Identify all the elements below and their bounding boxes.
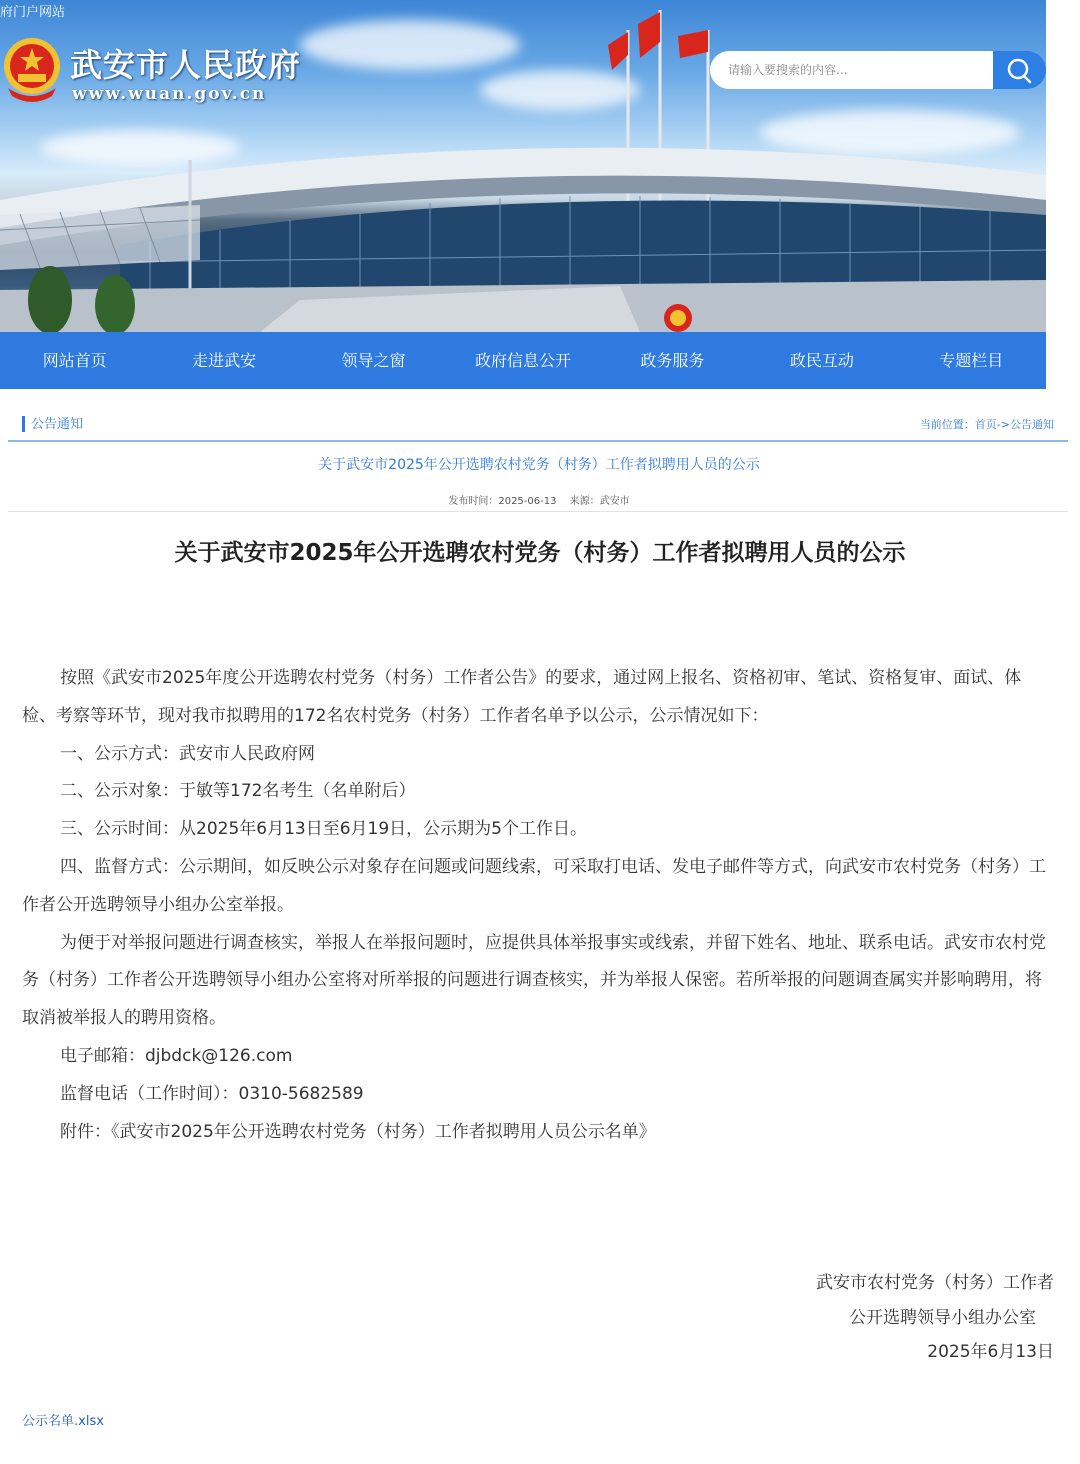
- article-paragraph: 三、公示时间：从2025年6月13日至6月19日，公示期为5个工作日。: [60, 819, 587, 840]
- site-title: 武安市人民政府: [70, 46, 302, 84]
- signature-org-line2: 公开选聘领导小组办公室: [849, 1308, 1036, 1328]
- article-meta: [0, 492, 1078, 507]
- site-url: www.wuan.gov.cn: [72, 84, 267, 104]
- contact-phone: 监督电话（工作时间）：0310-5682589: [60, 1083, 364, 1104]
- signature-org-line1: 武安市农村党务（村务）工作者: [816, 1273, 1054, 1293]
- header-banner: [0, 0, 1046, 332]
- nav-item-interaction[interactable]: 政民互动: [789, 351, 854, 370]
- nav-item-gov-services[interactable]: 政务服务: [640, 351, 705, 370]
- article-body: [22, 660, 1052, 1151]
- article-paragraph: 二、公示对象：于敏等172名考生（名单附后）: [60, 781, 416, 802]
- attachment-download-link[interactable]: 公示名单.xlsx: [22, 1414, 104, 1429]
- main-nav: [0, 332, 1046, 389]
- search-icon: [993, 51, 1046, 89]
- search-input[interactable]: [710, 51, 994, 89]
- nav-item-gov-info[interactable]: 政府信息公开: [474, 351, 571, 370]
- section-label[interactable]: 公告通知: [31, 417, 84, 432]
- section-marker: [22, 416, 25, 432]
- nav-item-about-wuan[interactable]: 走进武安: [192, 351, 257, 370]
- article-title: 关于武安市2025年公开选聘农村党务（村务）工作者拟聘用人员的公示: [174, 540, 906, 566]
- contact-email: 电子邮箱：djbdck@126.com: [60, 1045, 293, 1066]
- publish-time: 发布时间：2025-06-13: [448, 496, 557, 507]
- section-divider: [8, 440, 1068, 442]
- article-paragraph: 一、公示方式：武安市人民政府网: [60, 743, 315, 764]
- meta-divider: [8, 511, 1068, 512]
- article-paragraph: 四、监督方式：公示期间，如反映公示对象存在问题或问题线索，可采取打电话、发电子邮件等方式，向武安市农村党务（村务）工作者公开选聘领导小组办公室举报。: [22, 856, 1046, 915]
- article-paragraph: 为便于对举报问题进行调查核实，举报人在举报问题时，应提供具体举报事实或线索，并留下姓名、地址、联系电话。武安市农村党务（村务）工作者公开选聘领导小组办公室将对所举报的问题进行调查核实，并为举报人保密。若所举报的问题调查属实并影响聘用，将取消被举报人的聘用资格。: [22, 932, 1046, 1029]
- article-source: 来源：武安市: [569, 496, 630, 507]
- nav-item-leadership[interactable]: 领导之窗: [341, 351, 406, 370]
- breadcrumb[interactable]: 当前位置：首页->公告通知: [919, 418, 1054, 431]
- signature-date: 2025年6月13日: [927, 1342, 1054, 1362]
- search-button[interactable]: [993, 51, 1046, 89]
- nav-item-home[interactable]: 网站首页: [42, 351, 107, 370]
- article-paragraph: 按照《武安市2025年度公开选聘农村党务（村务）工作者公告》的要求，通过网上报名、资格初审、笔试、资格复审、面试、体检、考察等环节，现对我市拟聘用的172名农村党务（村务）工作者名单予以公示，公示情况如下：: [22, 668, 1022, 726]
- article-link-title: 关于武安市2025年公开选聘农村党务（村务）工作者拟聘用人员的公示: [318, 457, 760, 473]
- national-emblem-icon: [2, 36, 62, 104]
- attachment-note: 附件：《武安市2025年公开选聘农村党务（村务）工作者拟聘用人员公示名单》: [60, 1121, 656, 1142]
- nav-item-special-topics[interactable]: 专题栏目: [939, 351, 1004, 370]
- portal-label: 府门户网站: [0, 5, 66, 20]
